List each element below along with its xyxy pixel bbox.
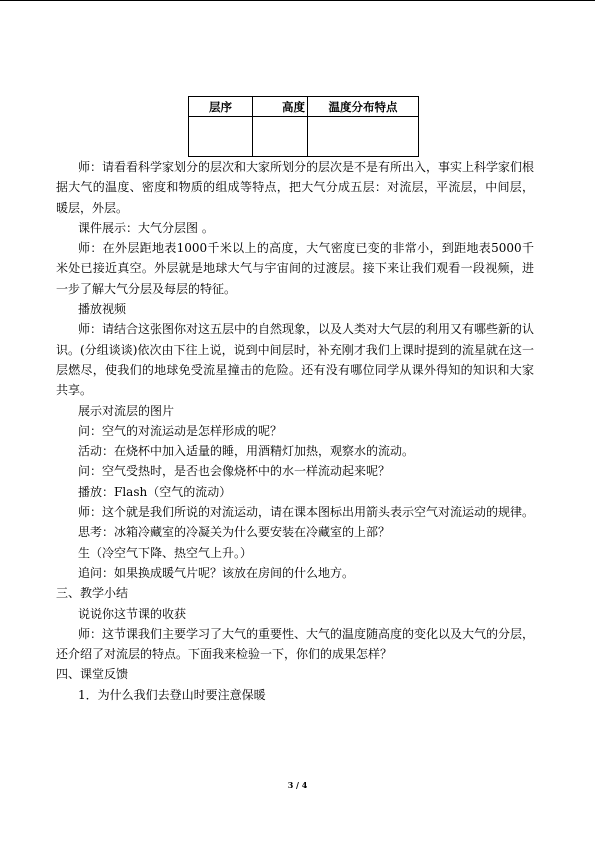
document-body — [56, 157, 534, 705]
table-cell-empty — [189, 117, 253, 157]
paragraph: 思考：冰箱冷藏室的冷凝关为什么要安装在冷藏室的上部？ — [78, 525, 391, 540]
table-cell-empty — [253, 117, 308, 157]
paragraph: 师：这个就是我们所说的对流运动，请在课本图标出用箭头表示空气对流运动的规律。 — [78, 505, 535, 520]
paragraph: 展示对流层的图片 — [78, 403, 175, 418]
table-header-layer: 层序 — [189, 97, 253, 117]
header-rule — [0, 0, 595, 1]
paragraph: 生（冷空气下降、热空气上升。） — [78, 545, 253, 560]
paragraph: 活动：在烧杯中加入适量的睡，用酒精灯加热，观察水的流动。 — [78, 444, 415, 459]
atmosphere-layer-table — [188, 96, 419, 157]
table-header-row — [189, 97, 419, 117]
paragraph: 四、课堂反馈 — [56, 667, 129, 682]
paragraph: 师：在外层距地表1000千米以上的高度，大气密度已变的非常小，到距地表5000千米处已接近真空。外层就是地球大气与宇宙间的过渡层。接下来让我们观看一段视频，进一步了解大气分层及每层的特征。 — [56, 241, 534, 296]
table-header-temperature: 温度分布特点 — [308, 97, 419, 117]
paragraph: 课件展示：大气分层图 。 — [78, 220, 214, 235]
paragraph: 问：空气受热时，是否也会像烧杯中的水一样流动起来呢？ — [78, 464, 391, 479]
table-header-height: 高度 — [253, 97, 308, 117]
paragraph: 播放视频 — [78, 302, 127, 317]
paragraph: 问：空气的对流运动是怎样形成的呢？ — [78, 423, 283, 438]
paragraph: 师：请看看科学家划分的层次和大家所划分的层次是不是有所出入，事实上科学家们根据大气的温度、密度和物质的组成等特点，把大气分成五层：对流层，平流层，中间层，暖层，外层。 — [56, 160, 535, 215]
paragraph: 追问：如果换成暖气片呢？该放在房间的什么地方。 — [78, 565, 355, 580]
paragraph: 三、教学小结 — [56, 586, 129, 601]
paragraph: 说说你这节课的收获 — [78, 606, 187, 621]
page-number: 3 / 4 — [287, 780, 308, 790]
paragraph: 师：这节课我们主要学习了大气的重要性、大气的温度随高度的变化以及大气的分层，还介绍了对流层的特点。下面我来检验一下，你们的成果怎样？ — [56, 626, 535, 662]
paragraph: 师：请结合这张图你对这五层中的自然现象，以及人类对大气层的利用又有哪些新的认识。(分组谈谈)依次由下往上说，说到中间层时，补充刚才我们上课时提到的流星就在这一层燃尽，使我们的地球免受流星撞击的危险。还有没有哪位同学从课外得知的知识和大家共享。 — [56, 322, 535, 398]
table-row — [189, 117, 419, 157]
paragraph: 1．为什么我们去登山时要注意保暖 — [78, 687, 266, 702]
table-cell-empty — [308, 117, 419, 157]
paragraph: 播放：Flash（空气的流动） — [78, 484, 232, 499]
